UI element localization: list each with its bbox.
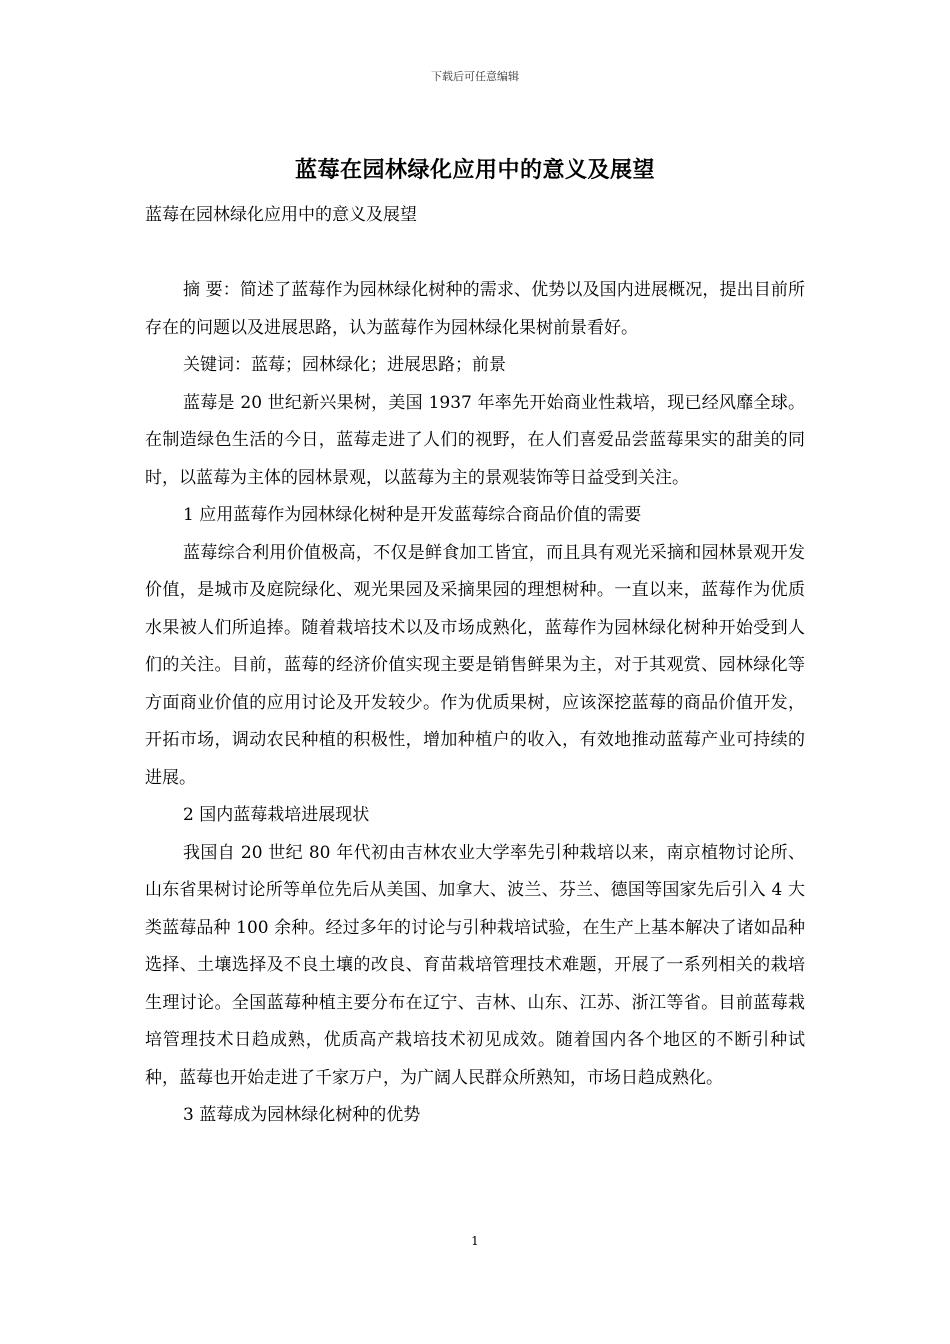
section-heading: 2 国内蓝莓栽培进展现状: [183, 805, 370, 825]
document-subtitle: 蓝莓在园林绿化应用中的意义及展望: [145, 205, 417, 225]
body-paragraph: 蓝莓综合利用价值极高，不仅是鲜食加工皆宜，而且具有观光采摘和园林景观开发价值，是城市及庭院绿化、观光果园及采摘果园的理想树种。一直以来，蓝莓作为优质水果被人们所追捧。随着栽培技术以及市场成熟化，蓝莓作为园林绿化树种开始受到人们的关注。目前，蓝莓的经济价值实现主要是销售鲜果为主，对于其观赏、园林绿化等方面商业价值的应用讨论及开发较少。作为优质果树，应该深挖蓝莓的商品价值开发，开拓市场，调动农民种植的积极性，增加种植户的收入，有效地推动蓝莓产业可持续的进展。: [145, 542, 805, 788]
document-body: [145, 272, 805, 1135]
document-title: 蓝莓在园林绿化应用中的意义及展望: [294, 158, 655, 183]
body-paragraph: 我国自 20 世纪 80 年代初由吉林农业大学率先引种栽培以来，南京植物讨论所、山东省果树讨论所等单位先后从美国、加拿大、波兰、芬兰、德国等国家先后引入 4 大类蓝莓品种 100 余种。经过多年的讨论与引种栽培试验，在生产上基本解决了诸如品种选择、土壤选择及不良土壤的改良、育苗栽培管理技术难题，开展了一系列相关的栽培生理讨论。全国蓝莓种植主要分布在辽宁、吉林、山东、江苏、浙江等省。目前蓝莓栽培管理技术日趋成熟，优质高产栽培技术初见成效。随着国内各个地区的不断引种试种，蓝莓也开始走进了千家万户，为广阔人民群众所熟知，市场日趋成熟化。: [145, 842, 805, 1088]
keywords-paragraph: 关键词：蓝莓；园林绿化；进展思路；前景: [183, 355, 506, 375]
body-paragraph: 蓝莓是 20 世纪新兴果树，美国 1937 年率先开始商业性栽培，现已经风靡全球。在制造绿色生活的今日，蓝莓走进了人们的视野，在人们喜爱品尝蓝莓果实的甜美的同时，以蓝莓为主体的园林景观，以蓝莓为主的景观装饰等日益受到关注。: [145, 392, 805, 488]
abstract-paragraph: 摘 要：简述了蓝莓作为园林绿化树种的需求、优势以及国内进展概况，提出目前所存在的问题以及进展思路，认为蓝莓作为园林绿化果树前景看好。: [145, 280, 805, 338]
page-number: 1: [471, 1234, 479, 1248]
header-note: 下载后可任意编辑: [431, 70, 519, 83]
section-heading: 3 蓝莓成为园林绿化树种的优势: [183, 1105, 421, 1125]
section-heading: 1 应用蓝莓作为园林绿化树种是开发蓝莓综合商品价值的需要: [183, 505, 642, 525]
